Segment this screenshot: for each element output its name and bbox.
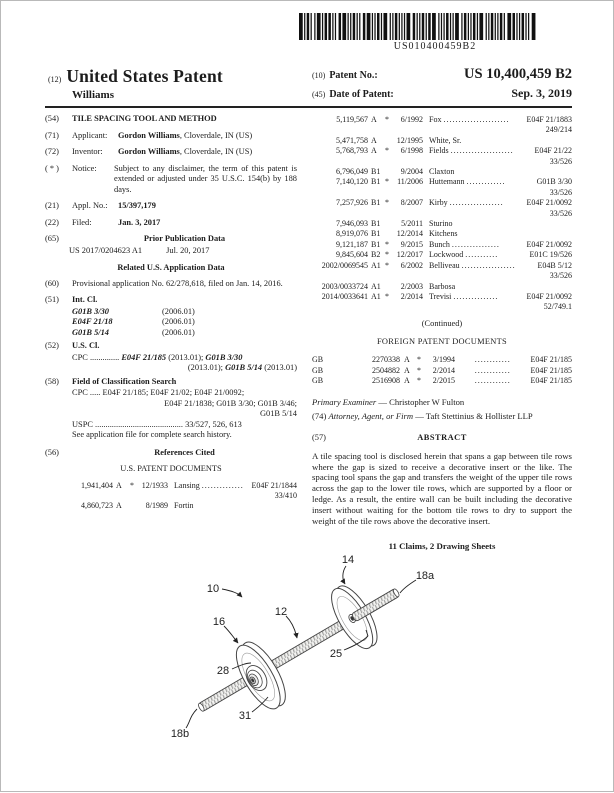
cpc-version: (2013.01) xyxy=(262,363,297,372)
citation-row xyxy=(312,250,572,260)
citation-star: * xyxy=(385,198,389,208)
page-title: United States Patent xyxy=(66,66,223,86)
citation-kind: B1 xyxy=(371,239,381,249)
cpc-code: G01B 5/14 xyxy=(225,363,263,372)
citation-row xyxy=(312,229,572,239)
citation xyxy=(312,146,572,167)
ref-numeral-31: 31 xyxy=(238,710,252,722)
field-51-int-cl xyxy=(45,295,297,306)
citation-kind: A1 xyxy=(371,281,381,291)
citation-date: 2/2003 xyxy=(400,281,423,291)
abstract-heading-row xyxy=(312,433,572,444)
citation-star: * xyxy=(385,291,389,301)
ins-code-12: (12) xyxy=(48,75,62,84)
leader-dots: ............... xyxy=(453,291,499,301)
leader-dots xyxy=(455,282,572,292)
field-tag: (57) xyxy=(312,433,326,443)
citation-class: E04F 21/0092 xyxy=(526,198,572,208)
citation-star: * xyxy=(385,239,389,249)
field-22-filed xyxy=(45,218,297,229)
citation-kind: B1 xyxy=(371,229,381,239)
citation-number: 4,860,723 xyxy=(81,501,113,511)
int-cl-rows xyxy=(45,307,297,339)
citation-number: 5,119,567 xyxy=(336,115,368,124)
left-disc xyxy=(228,636,294,715)
citation-row xyxy=(312,115,572,125)
applicant-location: , Cloverdale, IN (US) xyxy=(179,130,253,140)
citation-subclass: 33/526 xyxy=(549,156,572,166)
citation-subclass: 33/410 xyxy=(274,490,297,500)
citation-star: * xyxy=(417,365,421,375)
ref-numeral-12: 12 xyxy=(274,606,288,618)
ref-numeral-18b: 18b xyxy=(170,728,190,740)
citation-row xyxy=(312,167,572,177)
citation-kind: B1 xyxy=(371,219,381,229)
class-code: G01B 3/30 xyxy=(72,306,109,316)
search-cpc-line3: G01B 5/14 xyxy=(260,409,297,418)
citation-date: 11/2006 xyxy=(397,177,423,187)
citation-star: * xyxy=(385,177,389,187)
citation-name: White, Sr. xyxy=(429,135,462,145)
filed-date: Jan. 3, 2017 xyxy=(118,217,161,227)
citation-kind: A1 xyxy=(371,291,381,301)
citation-number: 7,946,093 xyxy=(336,219,368,229)
leader-dots: ...................... xyxy=(443,115,510,124)
citation xyxy=(312,229,572,239)
citation-row xyxy=(312,219,572,229)
inventor-name: Gordon Williams xyxy=(118,147,180,156)
int-cl-row xyxy=(72,328,297,339)
citation-class: G01B 3/30 xyxy=(536,177,572,187)
leader-dots xyxy=(194,501,297,511)
citation-class: E04F 21/1883 xyxy=(526,115,572,124)
foreign-citation-row xyxy=(312,355,572,366)
citation-date: 8/1989 xyxy=(145,501,168,511)
date-of-patent-label: Date of Patent: xyxy=(329,89,394,100)
us-references-right xyxy=(312,115,572,313)
citation-kind: B1 xyxy=(371,198,381,208)
citation-date: 2/2015 xyxy=(432,376,455,386)
leader-dots: .............. xyxy=(201,480,244,490)
ins-code-45: (45) xyxy=(312,90,326,99)
attorney-firm: — Taft Stettinius & Hollister LLP xyxy=(415,410,533,421)
field-tag: (60) xyxy=(45,278,59,288)
attorney-label: Attorney, Agent, or Firm xyxy=(328,410,414,421)
citation-kind: A xyxy=(404,365,410,375)
field-58-search xyxy=(45,377,297,388)
citation-number: 2003/0033724 xyxy=(321,281,368,291)
search-history-note: See application file for complete search history. xyxy=(72,430,232,439)
field-tag: (21) xyxy=(45,201,59,210)
us-references-left xyxy=(45,481,297,512)
ref-numeral-10: 10 xyxy=(206,583,220,595)
citation-name: Fields xyxy=(429,146,449,156)
field-tag: (74) xyxy=(312,410,327,421)
field-tag: (58) xyxy=(45,376,59,386)
citation-number: 9,121,187 xyxy=(336,239,368,249)
field-60-provisional xyxy=(45,279,297,290)
header-left xyxy=(48,66,298,101)
citation-subclass: 33/526 xyxy=(549,187,572,197)
prior-pub-line xyxy=(45,246,297,257)
appl-no-value: 15/397,179 xyxy=(118,201,156,210)
foreign-citation-row xyxy=(312,376,572,387)
invention-title: TILE SPACING TOOL AND METHOD xyxy=(72,114,217,123)
citation-class: E04F 21/185 xyxy=(530,354,572,364)
country-code: GB xyxy=(312,354,324,364)
leader-dots: .............. xyxy=(89,352,120,362)
cpc-code: G01B 3/30 xyxy=(205,352,243,362)
citation-class: E04B 5/12 xyxy=(537,260,572,270)
barcode xyxy=(298,13,572,52)
citation-name: Fortin xyxy=(174,501,194,511)
cpc-line-2 xyxy=(72,363,297,374)
citation-class: E04F 21/1844 xyxy=(251,480,297,490)
citation xyxy=(312,136,572,146)
citation xyxy=(312,115,572,136)
field-tag: (56) xyxy=(45,447,59,457)
citation-date: 6/2002 xyxy=(400,260,423,270)
figure-1 xyxy=(140,550,480,788)
citation-row xyxy=(312,282,572,292)
citation-kind: B2 xyxy=(371,250,381,260)
field-tag: (65) xyxy=(45,234,59,243)
citation-kind: A xyxy=(116,480,122,490)
citation-date: 12/1995 xyxy=(396,135,423,145)
citation-star: * xyxy=(385,250,389,260)
leader-dots: ................ xyxy=(451,239,500,249)
citation-date: 2/2014 xyxy=(432,365,455,375)
citation-kind: A1 xyxy=(371,260,381,270)
citation-class: E01C 19/526 xyxy=(529,250,572,260)
pub-number: US 2017/0204623 A1 xyxy=(69,245,143,255)
attorney-line xyxy=(312,411,572,422)
us-patent-docs-heading: U.S. PATENT DOCUMENTS xyxy=(120,464,222,473)
citation-name: Lockwood xyxy=(429,250,464,260)
citation-row xyxy=(57,501,297,511)
cpc-version: (2013.01); xyxy=(166,352,206,362)
citation xyxy=(312,261,572,282)
leader-dots: ............. xyxy=(466,177,506,187)
citation xyxy=(312,198,572,219)
leader-dots xyxy=(461,136,572,146)
field-tag: (72) xyxy=(45,147,59,156)
foreign-citation-row xyxy=(312,366,572,377)
leader-dots xyxy=(453,219,572,229)
inventor-location: , Cloverdale, IN (US) xyxy=(179,147,253,156)
citation-row xyxy=(312,292,572,302)
citation-number: 2014/0033641 xyxy=(321,291,368,301)
field-54-title xyxy=(45,114,297,125)
prior-pub-heading: Prior Publication Data xyxy=(143,234,226,243)
field-71-applicant xyxy=(45,131,297,142)
foreign-references xyxy=(312,355,572,387)
citation-row xyxy=(312,146,572,156)
citation-star: * xyxy=(417,376,421,386)
abstract-heading: ABSTRACT xyxy=(417,433,467,443)
class-version: (2006.01) xyxy=(162,327,195,337)
field-tag: (52) xyxy=(45,341,59,350)
class-version: (2006.01) xyxy=(162,317,195,326)
citation-number: 8,919,076 xyxy=(336,229,368,239)
date-of-patent: Sep. 3, 2019 xyxy=(511,86,572,100)
citation-number: 2504882 xyxy=(372,365,400,375)
examiner-name: — Christopher W Fulton xyxy=(378,397,465,408)
citation-number: 7,257,926 xyxy=(336,198,368,208)
leader-dots: ............ xyxy=(474,365,511,375)
citation xyxy=(57,501,297,511)
int-cl-heading: Int. Cl. xyxy=(72,295,98,304)
us-cl-body xyxy=(45,353,297,374)
right-column xyxy=(312,114,572,551)
citation-number: 2002/0069545 xyxy=(321,260,368,270)
uspc-line: USPC .......................................... 33/527, 526, 613 xyxy=(72,419,242,429)
country-code: GB xyxy=(312,365,324,375)
inventor-label: Inventor: xyxy=(72,147,103,156)
citation-date: 3/1994 xyxy=(432,354,455,364)
header-right xyxy=(312,66,572,101)
citation-date: 5/2011 xyxy=(401,219,423,229)
applicant-name: Gordon Williams xyxy=(118,130,180,140)
citation-kind: B1 xyxy=(371,177,381,187)
citation-row xyxy=(312,261,572,271)
citation-row xyxy=(312,177,572,187)
related-data-heading: Related U.S. Application Data xyxy=(117,263,225,272)
primary-examiner-line xyxy=(312,397,572,408)
applicant-line xyxy=(72,131,297,142)
citation xyxy=(312,240,572,250)
citation-kind: A xyxy=(371,115,377,124)
citation xyxy=(312,167,572,177)
inventor-line xyxy=(72,147,297,158)
notice-text: Subject to any disclaimer, the term of this patent is extended or adjusted under 35 U.S.C. 154(b) by 188 days. xyxy=(114,163,297,194)
citation-name: Bunch xyxy=(429,239,450,249)
citation-row xyxy=(312,136,572,146)
field-notice xyxy=(45,164,297,196)
ref-numeral-28: 28 xyxy=(216,665,230,677)
barcode-image xyxy=(298,13,572,40)
foreign-docs-heading: FOREIGN PATENT DOCUMENTS xyxy=(376,337,508,347)
citation-number: 2516908 xyxy=(372,376,400,386)
class-code: G01B 5/14 xyxy=(72,327,109,337)
appl-no-label: Appl. No.: xyxy=(72,201,108,210)
citation-row xyxy=(312,198,572,208)
patent-number: US 10,400,459 B2 xyxy=(464,66,572,82)
citation-kind: A xyxy=(116,501,122,511)
references-heading: References Cited xyxy=(154,447,215,457)
citation-number: 7,140,120 xyxy=(336,177,368,187)
citation-name: Kirby xyxy=(429,198,448,208)
inventor-surname: Williams xyxy=(72,89,114,101)
citation-number: 5,768,793 xyxy=(336,146,368,156)
field-52-us-cl xyxy=(45,341,297,352)
citation-name: Trevisi xyxy=(429,291,452,301)
citation-name: Kitchens xyxy=(429,229,458,239)
class-code: E04F 21/18 xyxy=(72,317,113,326)
citation-name: Lansing xyxy=(174,480,200,490)
citation-date: 9/2004 xyxy=(400,167,423,177)
citation-date: 6/1992 xyxy=(400,115,423,124)
int-cl-row xyxy=(72,317,297,328)
citation-class: E04F 21/185 xyxy=(530,365,572,375)
citation-star: * xyxy=(130,480,134,490)
int-cl-row xyxy=(72,307,297,318)
field-21-appl-no xyxy=(45,201,297,212)
leader-dots xyxy=(454,167,572,177)
citation-number: 5,471,758 xyxy=(336,135,368,145)
examiner-label: Primary Examiner xyxy=(312,397,377,408)
citation-kind: A xyxy=(371,146,377,156)
citation-name: Claxton xyxy=(429,167,455,177)
citation xyxy=(57,481,297,502)
citation xyxy=(312,219,572,229)
citation-kind: B1 xyxy=(371,167,381,177)
citation-row xyxy=(57,481,297,491)
filed-label: Filed: xyxy=(72,217,92,227)
citation-star: * xyxy=(385,260,389,270)
citation-subclass: 33/526 xyxy=(549,271,572,281)
citation-class: E04F 21/22 xyxy=(534,146,572,156)
citation-date: 2/2014 xyxy=(400,291,423,301)
claims-line: 11 Claims, 2 Drawing Sheets xyxy=(388,540,496,551)
citation-name: Huttemann xyxy=(429,177,465,187)
leader-dots: .................. xyxy=(461,260,516,270)
field-56-references xyxy=(45,448,297,459)
leader-dots: ............ xyxy=(474,376,511,386)
applicant-label: Applicant: xyxy=(72,130,108,140)
provisional-text: Provisional application No. 62/278,618, filed on Jan. 14, 2016. xyxy=(72,278,283,288)
header-rule xyxy=(45,106,572,108)
citation-date: 8/2007 xyxy=(400,198,423,208)
citation xyxy=(312,292,572,313)
citation-name: Sturino xyxy=(429,219,453,229)
citation-number: 2270338 xyxy=(372,354,400,364)
search-body xyxy=(45,388,297,441)
citation-kind: A xyxy=(404,376,410,386)
leader-dots: .................. xyxy=(449,198,504,208)
us-cl-heading: U.S. Cl. xyxy=(72,341,100,350)
country-code: GB xyxy=(312,376,324,386)
citation-name: Fox xyxy=(429,115,442,124)
field-tag: (22) xyxy=(45,217,59,227)
continued-note: (Continued) xyxy=(421,318,463,328)
leader-dots: ..................... xyxy=(450,146,514,156)
citation-subclass: 33/526 xyxy=(549,208,572,218)
abstract-text: A tile spacing tool is disclosed herein that spans a gap between tile rows where the gap is sized to receive a decorative insert or the like. The spacing tool spans the gap and transfers the weight of the upper tile rows across the gap to the lower tile rows, which are supported by a floor or ledge. As a result, the entire wall can be built including the decorative insert without waiting for the bottom tile rows to dry to support the weight of the tile rows above the decorative insert. xyxy=(312,450,572,527)
search-cpc-line2: E04F 21/1838; G01B 3/30; G01B 3/46; xyxy=(164,398,297,408)
citation-kind: A xyxy=(371,135,377,145)
ref-numeral-14: 14 xyxy=(341,554,355,566)
search-cpc-line1: CPC ..... E04F 21/185; E04F 21/02; E04F 21/0092; xyxy=(72,388,245,397)
citation-name: Barbosa xyxy=(429,281,456,291)
citation-name: Belliveau xyxy=(429,260,460,270)
pub-date: Jul. 20, 2017 xyxy=(166,245,210,255)
field-tag: (54) xyxy=(45,114,59,123)
citation-star: * xyxy=(385,115,389,124)
citation xyxy=(312,250,572,260)
citation-kind: A xyxy=(404,354,410,364)
ref-numeral-25: 25 xyxy=(329,648,343,660)
cpc-version: (2013.01); xyxy=(187,363,226,372)
patent-drawing xyxy=(140,550,480,788)
ref-numeral-18a: 18a xyxy=(415,570,435,582)
field-tag: (51) xyxy=(45,295,59,304)
citation-date: 12/2014 xyxy=(396,229,423,239)
ins-code-10: (10) xyxy=(312,71,326,80)
citation xyxy=(312,177,572,198)
field-tag: ( * ) xyxy=(45,163,59,173)
cpc-line-1 xyxy=(72,353,297,364)
leader-dots: ............ xyxy=(474,354,511,364)
citation-date: 12/1933 xyxy=(141,480,168,490)
citation-number: 9,845,604 xyxy=(336,250,368,260)
citation-date: 9/2015 xyxy=(400,239,423,249)
leader-dots: ........... xyxy=(465,250,499,260)
left-column xyxy=(45,114,297,512)
leader-dots xyxy=(457,229,572,239)
citation-row xyxy=(312,240,572,250)
cpc-code: E04F 21/185 xyxy=(121,352,167,362)
barcode-text: US010400459B2 xyxy=(393,41,477,52)
citation-subclass: 52/749.1 xyxy=(543,302,572,312)
field-tag: (71) xyxy=(45,130,59,140)
citation-class: E04F 21/185 xyxy=(530,376,572,386)
citation-star: * xyxy=(385,146,389,156)
field-72-inventor xyxy=(45,147,297,158)
citation-date: 12/2017 xyxy=(396,250,423,260)
class-version: (2006.01) xyxy=(162,306,195,316)
citation xyxy=(312,282,572,292)
citation-star: * xyxy=(417,354,421,364)
citation-number: 1,941,404 xyxy=(81,480,113,490)
cpc-label: CPC xyxy=(72,352,88,362)
citation-class: E04F 21/0092 xyxy=(526,239,572,249)
citation-date: 6/1998 xyxy=(400,146,423,156)
notice-label: Notice: xyxy=(72,163,97,173)
field-65-prior-pub xyxy=(45,234,297,245)
patent-no-label: Patent No.: xyxy=(329,70,378,81)
search-heading: Field of Classification Search xyxy=(72,376,177,386)
citation-number: 6,796,049 xyxy=(336,167,368,177)
citation-class: E04F 21/0092 xyxy=(526,291,572,301)
ref-numeral-16: 16 xyxy=(212,616,226,628)
citation-subclass: 249/214 xyxy=(545,125,572,135)
